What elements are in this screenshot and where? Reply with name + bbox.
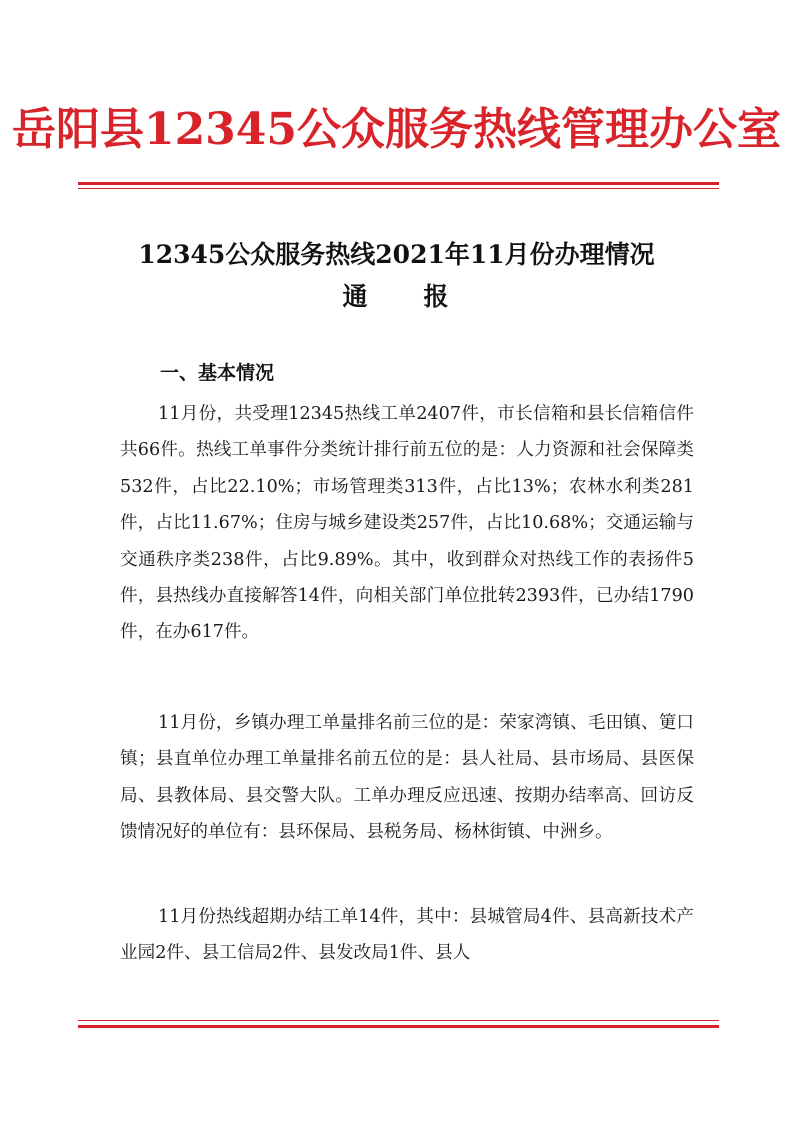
paragraph-ranking: 11月份，乡镇办理工单量排名前三位的是：荣家湾镇、毛田镇、筻口镇；县直单位办理工单量排名前五位的是：县人社局、县市场局、县医保局、县教体局、县交警大队。工单办理反应迅速、按期办结率高、回访反馈情况好的单位有：县环保局、县税务局、杨林街镇、中洲乡。 xyxy=(120,713,694,843)
section-heading-basic-situation: 一、基本情况 xyxy=(160,362,275,384)
document-title-subtitle: 通 报 xyxy=(342,282,451,311)
paragraph-summary: 11月份，共受理12345热线工单2407件，市长信箱和县长信箱信件共66件。热线工单事件分类统计排行前五位的是：人力资源和社会保障类532件，占比22.10%；市场管理类313件，占比13%；农林水利类281件，占比11.67%；住房与城乡建设类257件，占比10.68%；交通运输与交通秩序类238件，占比9.89%。其中，收到群众对热线工作的表扬件5件，县热线办直接解答14件，向相关部门单位批转2393件，已办结1790件，在办617件。 xyxy=(120,404,694,643)
document-title: 12345公众服务热线2021年11月份办理情况 xyxy=(138,240,655,269)
paragraph-overdue: 11月份热线超期办结工单14件，其中：县城管局4件、县高新技术产业园2件、县工信局2件、县发改局1件、县人 xyxy=(120,907,694,964)
letterhead-divider-thick xyxy=(78,182,719,185)
letterhead-divider-thin xyxy=(78,188,719,189)
letterhead-org-name: 岳阳县12345公众服务热线管理办公室 xyxy=(11,104,782,155)
footer-divider-thick xyxy=(78,1025,719,1028)
footer-divider-thin xyxy=(78,1020,719,1021)
